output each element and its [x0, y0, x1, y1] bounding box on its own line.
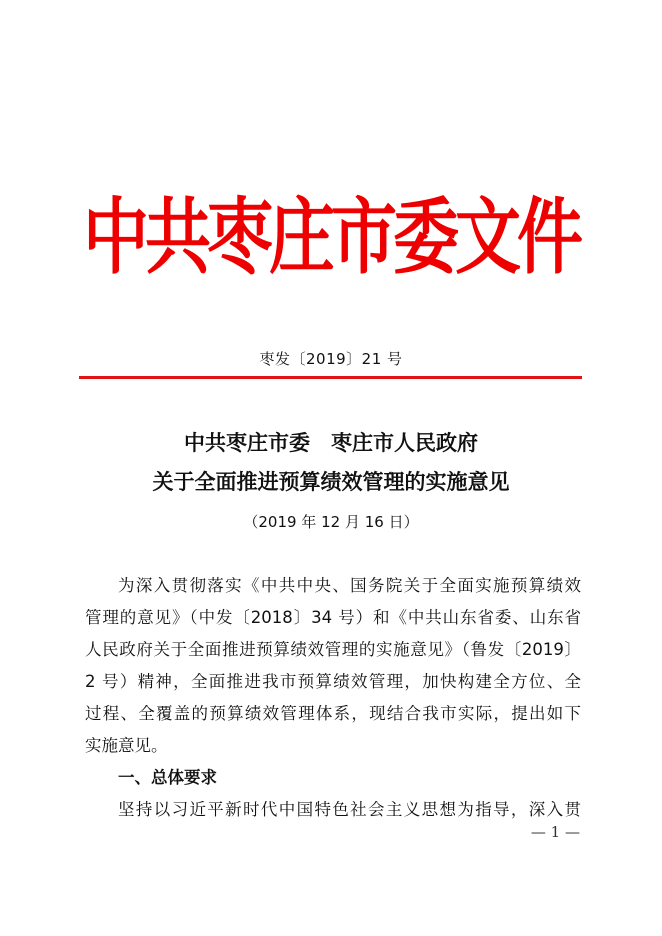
body-line: 过程、全覆盖的预算绩效管理体系，现结合我市实际，提出如下 [85, 704, 581, 723]
document-date: （2019 年 12 月 16 日） [243, 513, 419, 531]
document-title-line-1: 中共枣庄市委 枣庄市人民政府 [184, 430, 478, 455]
body-line: 实施意见。 [85, 736, 168, 755]
paragraph-intro [85, 570, 581, 762]
paragraph-general-requirements [85, 794, 581, 826]
red-divider-rule [79, 376, 582, 379]
document-body [85, 570, 581, 826]
body-line: 管理的意见》（中发〔2018〕34 号）和《中共山东省委、山东省 [85, 608, 581, 627]
document-title-line-2: 关于全面推进预算绩效管理的实施意见 [152, 469, 510, 494]
body-line: 为深入贯彻落实《中共中央、国务院关于全面实施预算绩效 [118, 576, 581, 595]
body-line: 坚持以习近平新时代中国特色社会主义思想为指导，深入贯 [118, 800, 581, 819]
body-line: 人民政府关于全面推进预算绩效管理的实施意见》（鲁发〔2019〕 [85, 640, 581, 659]
section-heading: 一、总体要求 [118, 768, 217, 787]
page-number: — 1 — [530, 823, 580, 841]
body-line: 2 号）精神，全面推进我市预算绩效管理，加快构建全方位、全 [85, 672, 581, 691]
masthead-title: 中共枣庄市委文件 [83, 189, 579, 286]
document-number: 枣发〔2019〕21 号 [259, 350, 403, 368]
